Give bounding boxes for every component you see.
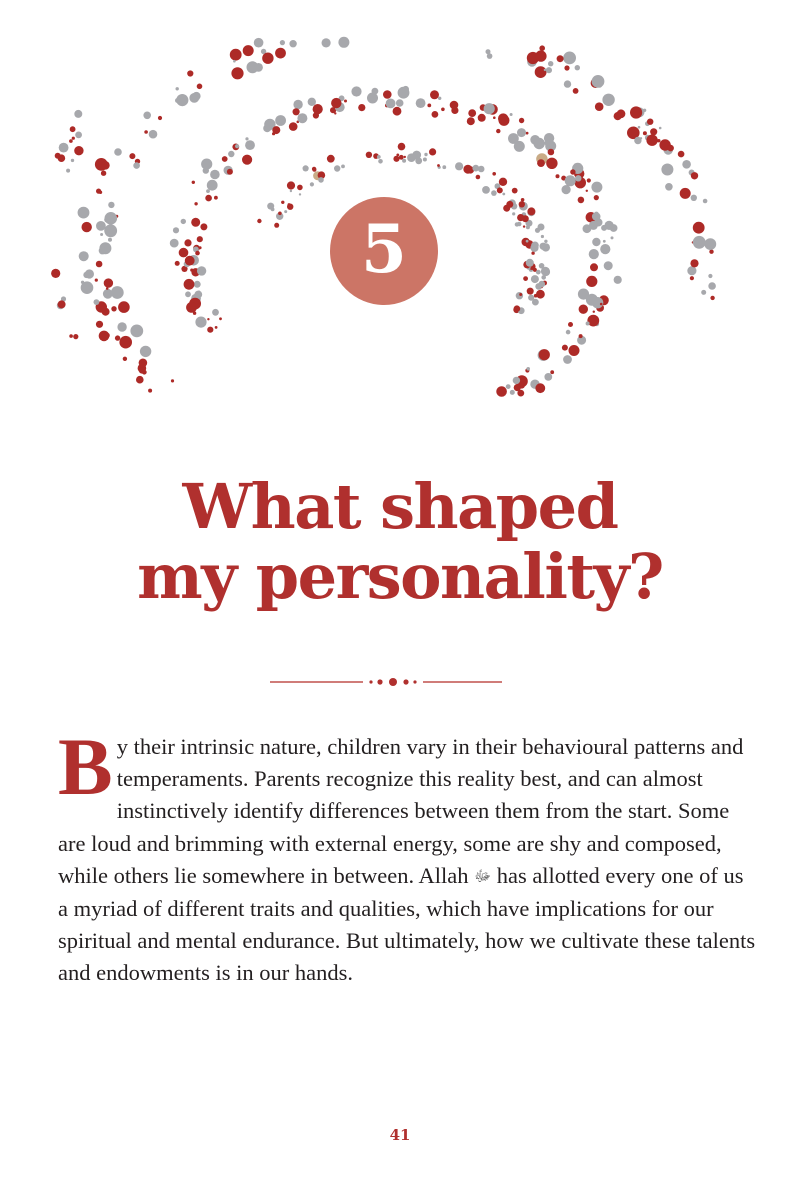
chapter-number-badge bbox=[330, 197, 438, 305]
honorific-glyph-icon: ﷻ bbox=[474, 868, 492, 885]
body-paragraph bbox=[58, 721, 758, 990]
chapter-title-line-1: What shaped bbox=[182, 470, 618, 543]
chapter-title-line-2: my personality? bbox=[137, 540, 663, 613]
chapter-number: 5 bbox=[361, 210, 407, 288]
ornamental-divider bbox=[268, 672, 504, 692]
page-number: 41 bbox=[389, 1126, 411, 1144]
drop-cap: B bbox=[58, 721, 113, 812]
chapter-title bbox=[0, 472, 800, 612]
paragraph-text-end: has allotted every one of us a myriad of different traits and qualities, which have implications for our spiritual and mental endurance. But ultimately, how we cultivate these talents and endowments is in our hands. bbox=[58, 862, 756, 986]
paragraph-text: y their intrinsic nature, children vary in their behavioural patterns and temperaments. Parents recognize this reality best, and can almost instinctively identify differences between them from the start. Some are loud and brimming with external energy, some are shy and composed, while others lie somewhere in between. Allah bbox=[58, 734, 744, 888]
